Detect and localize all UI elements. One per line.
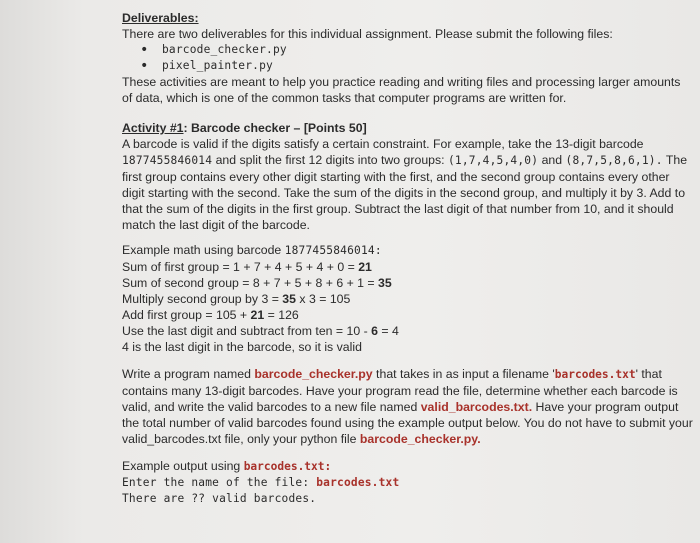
math-text: Add first group = 105 +	[122, 308, 251, 322]
program-text: Write a program named	[122, 367, 255, 381]
math-text: Use the last digit and subtract from ten = 10 -	[122, 324, 372, 338]
math-line	[122, 259, 694, 275]
math-conclusion: 4 is the last digit in the barcode, so it is valid	[122, 340, 362, 354]
group-one: (1,7,4,5,4,0)	[448, 154, 539, 167]
program-filename: barcode_checker.py	[254, 367, 373, 381]
example-output-intro	[122, 458, 694, 475]
group-two: (8,7,5,8,6,1).	[565, 154, 663, 167]
math-value: 35	[282, 292, 296, 306]
activity1-text: and	[538, 153, 566, 167]
output-file: barcodes.txt:	[243, 460, 332, 473]
program-filename: barcode_checker.py.	[359, 432, 481, 446]
intro-text: Example output using	[122, 459, 244, 473]
deliverables-note: These activities are meant to help you practice reading and writing files and processing larger amounts of data, which is one of the common tasks that computer programs are written for.	[122, 75, 681, 105]
math-text: x 3 = 105	[295, 292, 351, 306]
activity1-title: : Barcode checker – [Points 50]	[183, 121, 367, 135]
math-line	[122, 275, 694, 291]
activity1-heading	[122, 120, 694, 136]
deliverables-file-list	[122, 42, 694, 74]
console-file: barcodes.txt	[316, 476, 400, 489]
list-item: • pixel_painter.py	[140, 58, 694, 74]
console-line: There are ?? valid barcodes.	[122, 492, 317, 505]
math-text: Multiply second group by 3 =	[122, 292, 283, 306]
console-line	[122, 475, 694, 491]
math-value: 21	[250, 308, 265, 322]
activity1-section	[122, 120, 694, 233]
math-line	[122, 323, 694, 339]
program-text: ' that contains many 13-digit barcodes. Have your program read the file, determine whether each barcode is valid, and write the valid barcodes to a new file named	[122, 367, 678, 414]
math-text: Sum of second group = 8 + 7 + 5 + 8 + 6 + 1 =	[122, 276, 379, 290]
console-text: Enter the name of the file:	[122, 476, 317, 489]
activity1-number: Activity #1	[122, 121, 184, 135]
math-text: Sum of first group = 1 + 7 + 4 + 5 + 4 + 0 =	[122, 260, 359, 274]
deliverables-section	[122, 10, 694, 106]
math-line	[122, 307, 694, 323]
math-value: 6	[371, 324, 378, 338]
activity1-text: and split the first 12 digits into two groups:	[212, 153, 448, 167]
output-filename: valid_barcodes.txt.	[420, 400, 533, 414]
activity1-para	[122, 136, 694, 233]
deliverables-intro: There are two deliverables for this individual assignment. Please submit the following files:	[122, 27, 613, 41]
math-value: 35	[378, 276, 392, 290]
math-value: 21	[358, 260, 372, 274]
activity1-text: A barcode is valid if the digits satisfy a certain constraint. For example, take the 13-digit barcode	[122, 137, 644, 151]
example-math-intro	[122, 242, 694, 259]
program-description	[122, 366, 694, 447]
example-output-section	[122, 458, 694, 507]
list-item: • barcode_checker.py	[140, 42, 694, 58]
activity1-text: The first group contains every other digit starting with the first, and the second group contains every other digit starting with the second. Take the sum of the digits in the second group, and multiply it by 3. Add to that the sum of the digits in the first group. Subtract the last digit of that number from 10, and it should match the last digit of the barcode.	[122, 153, 688, 232]
math-text: = 126	[264, 308, 299, 322]
barcode-code: 1877455846014:	[284, 244, 382, 257]
math-text: = 4	[377, 324, 399, 338]
deliverables-heading: Deliverables:	[122, 11, 199, 25]
program-text: Have your program output the total number of valid barcodes found using the example output below. You do not have to submit your valid_barcodes.txt file, only your python file	[122, 400, 693, 446]
math-line	[122, 291, 694, 307]
barcode-example: 1877455846014	[122, 154, 213, 167]
input-filename: barcodes.txt	[554, 368, 636, 381]
example-math-section	[122, 242, 694, 355]
program-text: that takes in as input a filename '	[372, 367, 555, 381]
intro-text: Example math using barcode	[122, 243, 285, 257]
